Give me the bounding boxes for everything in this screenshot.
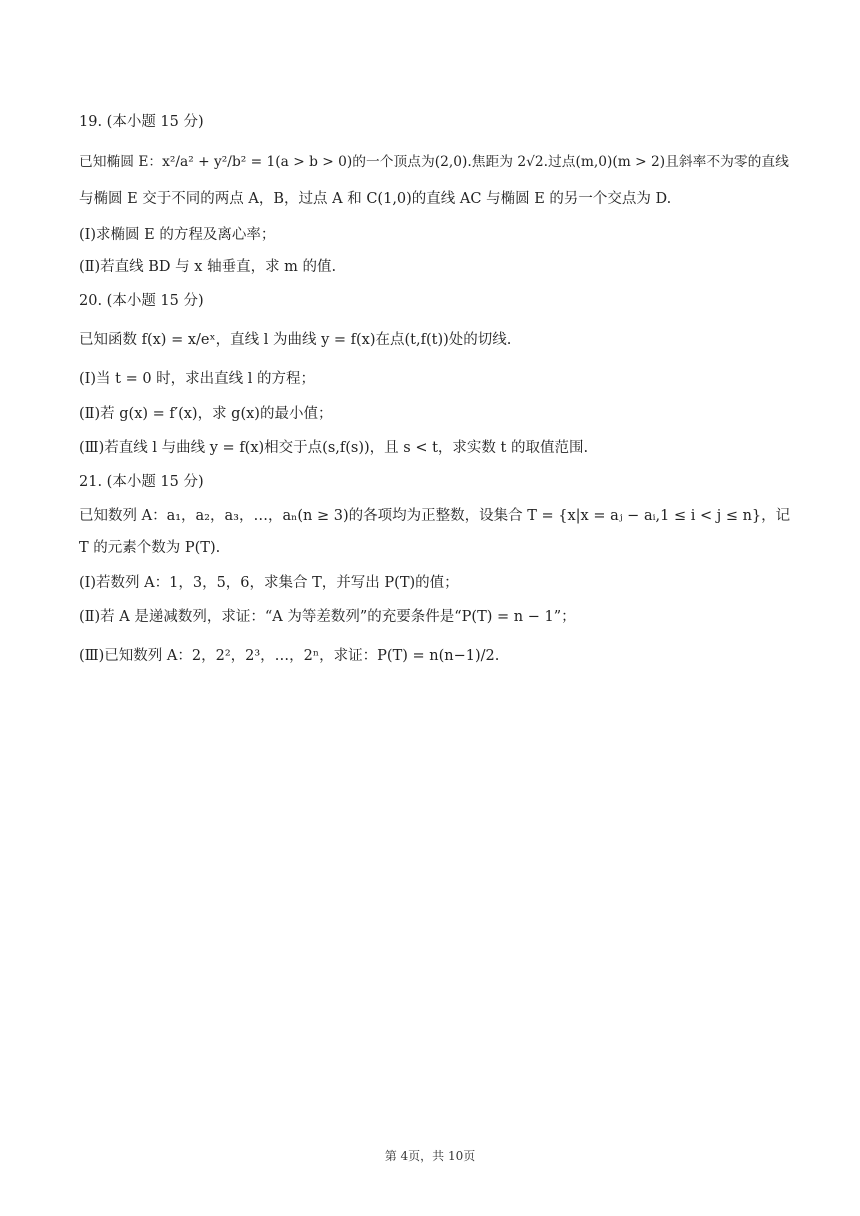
q20-part2: (Ⅱ)若 g(x) = f′(x)，求 g(x)的最小值； xyxy=(79,406,333,422)
q20-stem: 已知函数 f(x) = x/eˣ，直线 l 为曲线 y = f(x)在点(t,f(t))处的切线. xyxy=(79,332,512,348)
q21-stem-line2: T 的元素个数为 P(T). xyxy=(79,540,221,556)
q21-part2: (Ⅱ)若 A 是递减数列，求证：“A 为等差数列”的充要条件是“P(T) = n − 1”； xyxy=(79,609,576,625)
q19-part2: (Ⅱ)若直线 BD 与 x 轴垂直，求 m 的值. xyxy=(79,259,337,275)
q21-part3: (Ⅲ)已知数列 A：2，2²，2³，…，2ⁿ，求证：P(T) = n(n−1)/2. xyxy=(79,648,500,664)
q21-stem-line1: 已知数列 A：a₁，a₂，a₃，…，aₙ(n ≥ 3)的各项均为正整数，设集合 T = {x|x = aⱼ − aᵢ,1 ≤ i < j ≤ n}，记 xyxy=(79,508,791,524)
q20-part1: (Ⅰ)当 t = 0 时，求出直线 l 的方程； xyxy=(79,371,316,387)
q19-header: 19. (本小题 15 分) xyxy=(79,114,204,130)
q20-header: 20. (本小题 15 分) xyxy=(79,293,204,309)
q19-part1: (Ⅰ)求椭圆 E 的方程及离心率； xyxy=(79,227,276,243)
q20-part3: (Ⅲ)若直线 l 与曲线 y = f(x)相交于点(s,f(s))，且 s < t，求实数 t 的取值范围. xyxy=(79,440,589,456)
q19-stem-line1: 已知椭圆 E：x²/a² + y²/b² = 1(a > b > 0)的一个顶点为(2,0).焦距为 2√2.过点(m,0)(m > 2)且斜率不为零的直线 xyxy=(79,154,789,170)
q19-stem-line2: 与椭圆 E 交于不同的两点 A，B，过点 A 和 C(1,0)的直线 AC 与椭圆 E 的另一个交点为 D. xyxy=(79,191,672,207)
q21-header: 21. (本小题 15 分) xyxy=(79,474,204,490)
page-number: 第 4页，共 10页 xyxy=(384,1149,476,1163)
q21-part1: (Ⅰ)若数列 A：1，3，5，6，求集合 T，并写出 P(T)的值； xyxy=(79,575,459,591)
